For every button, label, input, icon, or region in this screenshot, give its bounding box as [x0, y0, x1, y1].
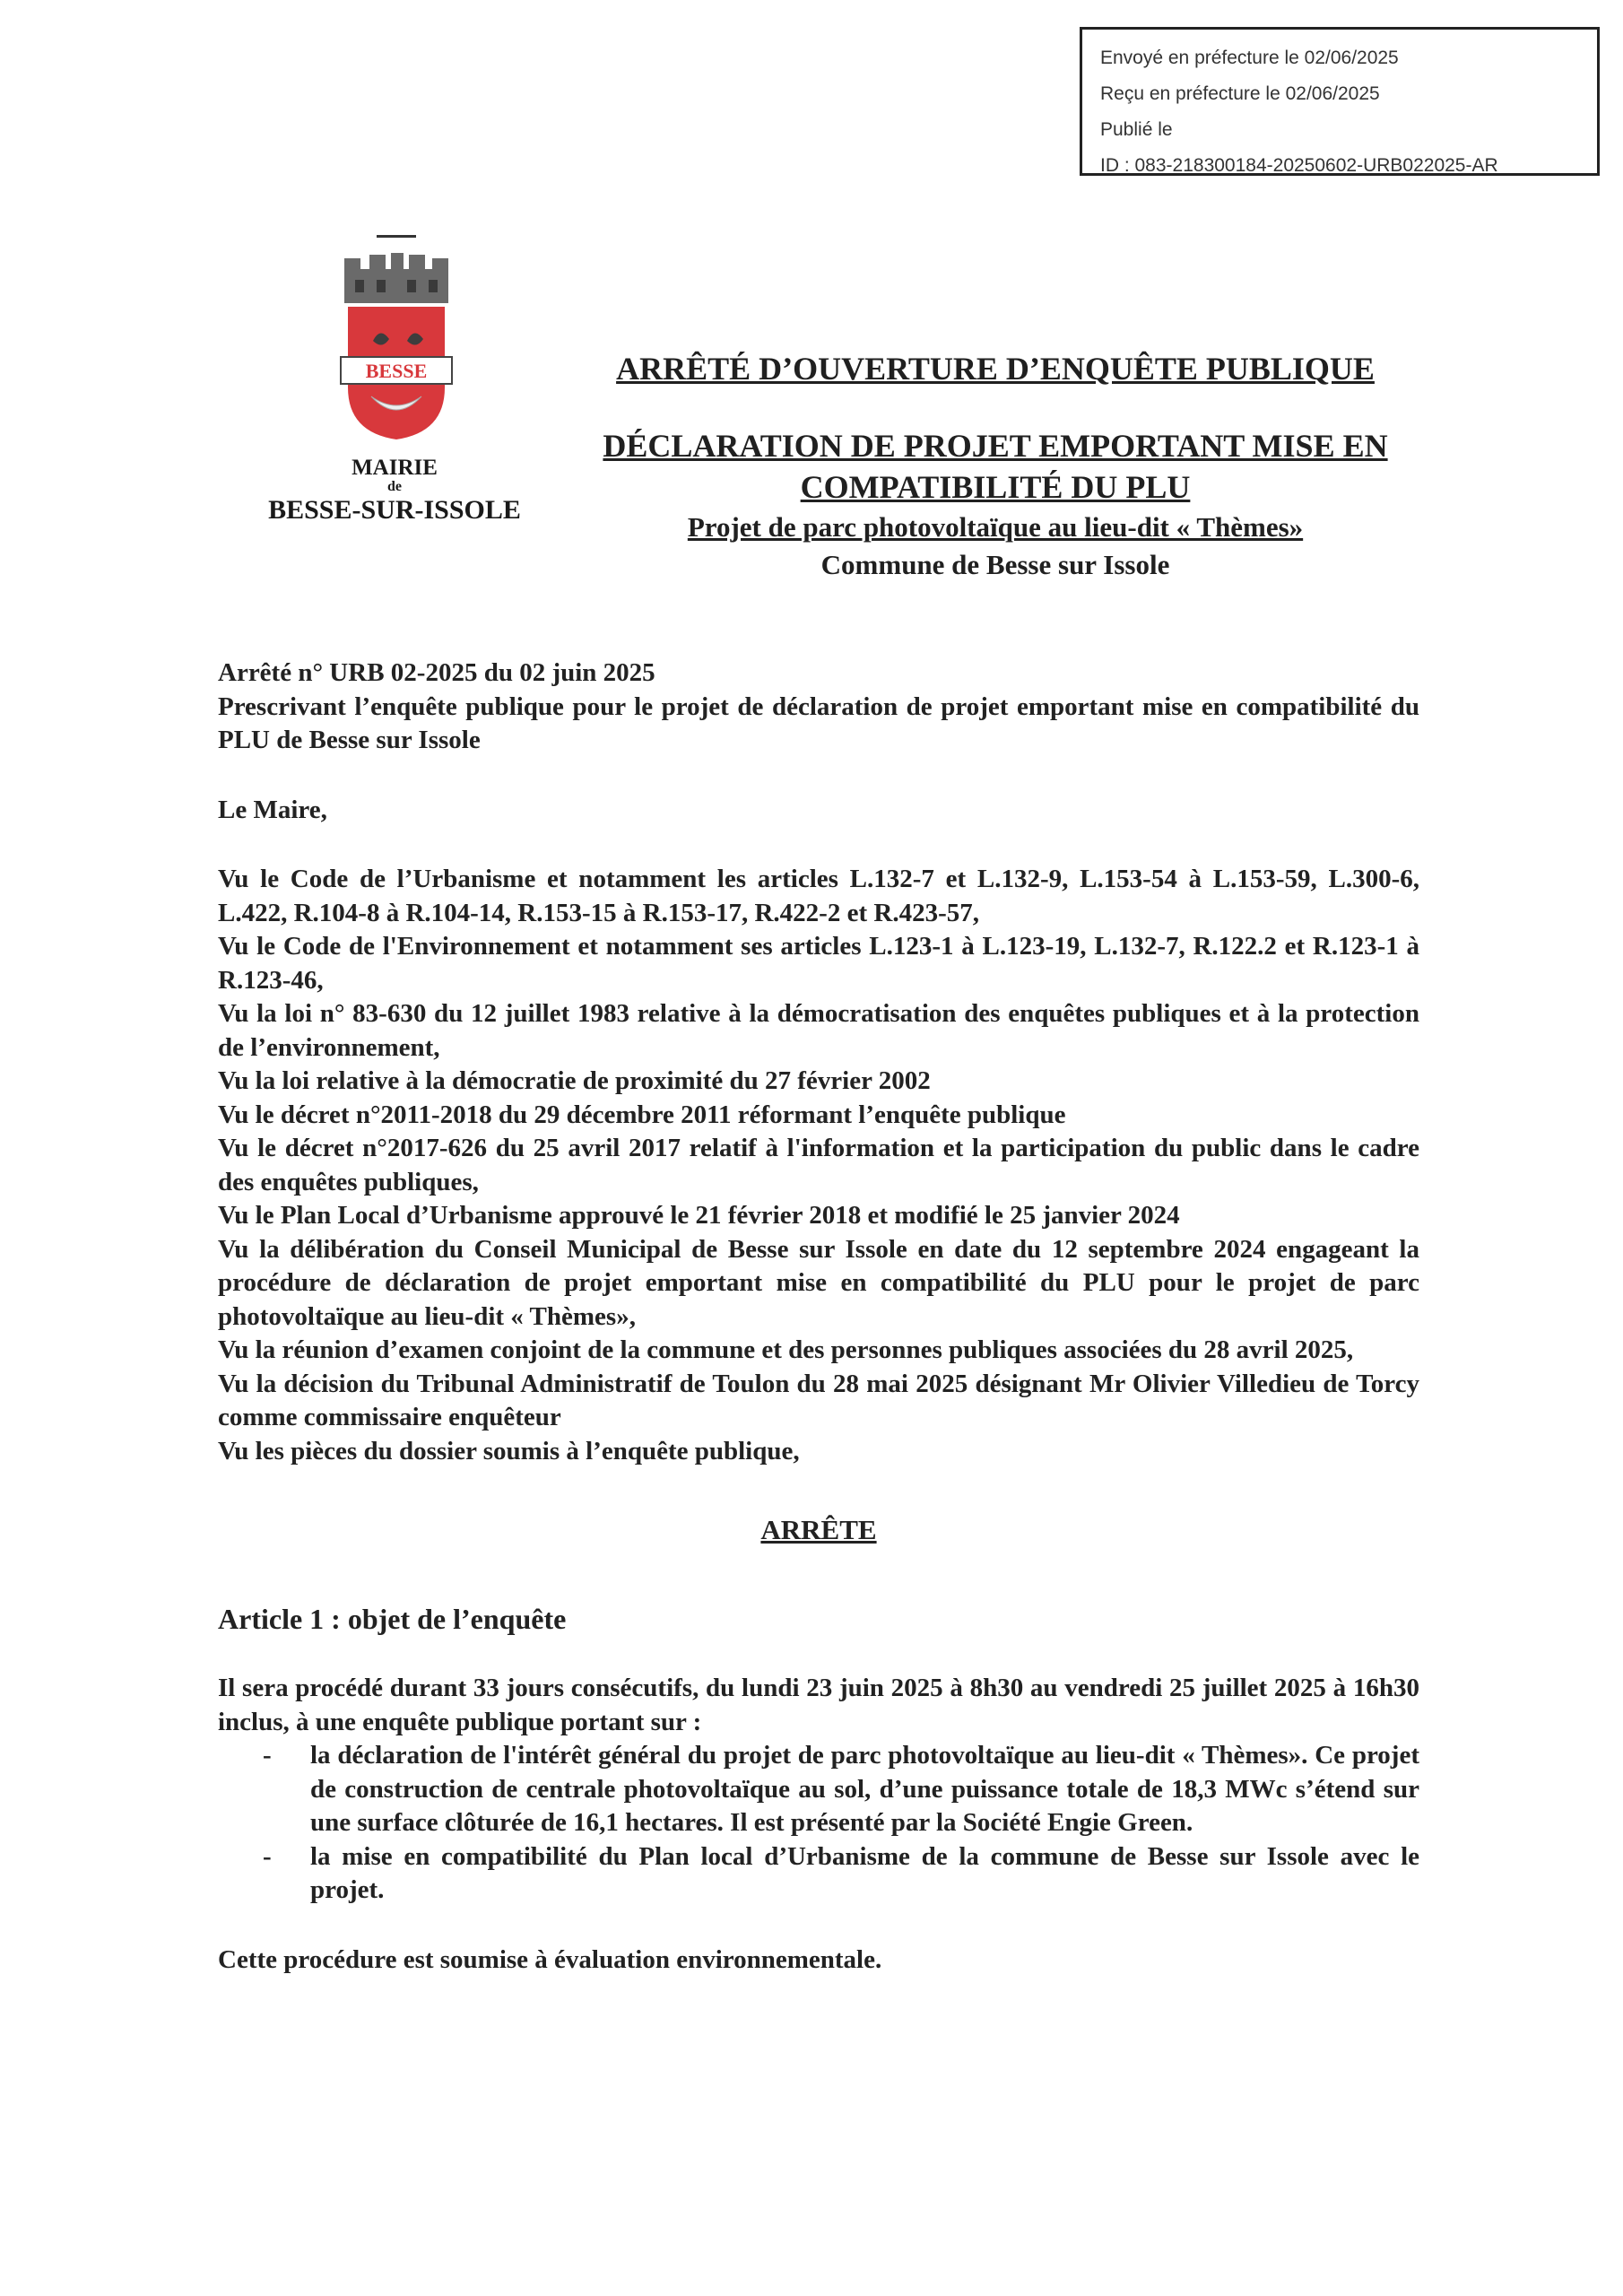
consideration: Vu les pièces du dossier soumis à l’enquête publique,: [218, 1436, 800, 1465]
consideration: Vu le décret n°2011-2018 du 29 décembre 2011 réformant l’enquête publique: [218, 1100, 1066, 1129]
logo-rule: [377, 235, 416, 238]
consideration: Vu le décret n°2017-626 du 25 avril 2017 relatif à l'information et la participation du public dans le cadre des enquêtes publiques,: [218, 1134, 1419, 1196]
stamp-envoye: Envoyé en préfecture le 02/06/2025: [1100, 48, 1399, 68]
commune-title: Commune de Besse sur Issole: [820, 549, 1170, 580]
project-title: Projet de parc photovoltaïque au lieu-dit « Thèmes»: [687, 511, 1304, 543]
document-titles: [592, 350, 1399, 583]
list-item: [218, 1739, 1419, 1840]
document-body: [218, 657, 1419, 1977]
article1-closing: Cette procédure est soumise à évaluation environnementale.: [218, 1944, 882, 1974]
mairie-label: MAIRIE: [352, 456, 438, 480]
decree-purpose: Prescrivant l’enquête publique pour le projet de déclaration de projet emportant mise en compatibilité du PLU de Besse sur Issole: [218, 691, 1419, 754]
subtitle-line2: COMPATIBILITÉ DU PLU: [800, 469, 1191, 505]
stamp-id: ID : 083-218300184-20250602-URB022025-AR: [1100, 155, 1498, 176]
consideration: Vu le Code de l’Urbanisme et notamment les articles L.132-7 et L.132-9, L.153-54 à L.153-59, L.300-6, L.422, R.104-8 à R.104-14, R.153-15 à R.153-17, R.422-2 et R.423-57,: [218, 865, 1419, 927]
subtitle-line1: DÉCLARATION DE PROJET EMPORTANT MISE EN: [603, 428, 1388, 464]
consideration: Vu la loi n° 83-630 du 12 juillet 1983 relative à la démocratisation des enquêtes publiques et à la protection de l’environnement,: [218, 999, 1419, 1062]
stamp-publie: Publié le: [1100, 119, 1173, 140]
dash-marker: -: [263, 1741, 272, 1770]
list-item-text: la mise en compatibilité du Plan local d’Urbanisme de la commune de Besse sur Issole avec le projet.: [310, 1841, 1419, 1904]
consideration: Vu la décision du Tribunal Administratif de Toulon du 28 mai 2025 désignant Mr Olivier Villedieu de Torcy comme commissaire enquêteur: [218, 1369, 1419, 1431]
consideration: Vu le Plan Local d’Urbanisme approuvé le 21 février 2018 et modifié le 25 janvier 2024: [218, 1201, 1180, 1230]
crest-banner-text: BESSE: [365, 360, 428, 382]
list-item-text: la déclaration de l'intérêt général du projet de parc photovoltaïque au lieu-dit « Thèmes». Ce projet de construction de centrale photovoltaïque au sol, d’une puissance totale de 18,3 MWc s’étend sur une surface clôturée de 16,1 hectares. Il est présenté par la Société Engie Green.: [310, 1741, 1419, 1837]
consideration: Vu la réunion d’examen conjoint de la commune et des personnes publiques associées du 28 avril 2025,: [218, 1335, 1354, 1364]
mairie-de: de: [387, 479, 402, 494]
decree-number: Arrêté n° URB 02-2025 du 02 juin 2025: [218, 658, 655, 687]
prefecture-stamp: [1080, 27, 1600, 176]
le-maire: Le Maire,: [218, 795, 327, 824]
list-item: [218, 1840, 1419, 1908]
consideration: Vu la délibération du Conseil Municipal de Besse sur Issole en date du 12 septembre 2024 engageant la procédure de déclaration de projet emportant mise en compatibilité du PLU pour le projet de parc photovoltaïque au lieu-dit « Thèmes»,: [218, 1234, 1419, 1331]
article1-list: [218, 1739, 1419, 1908]
consideration: Vu la loi relative à la démocratie de proximité du 27 février 2002: [218, 1066, 931, 1095]
arrete-heading: ARRÊTE: [760, 1514, 877, 1545]
mairie-block: [224, 456, 565, 526]
article1-title: Article 1 : objet de l’enquête: [218, 1602, 567, 1635]
main-title: ARRÊTÉ D’OUVERTURE D’ENQUÊTE PUBLIQUE: [616, 351, 1375, 387]
article1-intro: Il sera procédé durant 33 jours consécutifs, du lundi 23 juin 2025 à 8h30 au vendredi 25 juillet 2025 à 16h30 inclus, à une enquête publique portant sur :: [218, 1674, 1419, 1736]
consideration: Vu le Code de l'Environnement et notamment ses articles L.123-1 à L.123-19, L.132-7, R.122.2 et R.123-1 à R.123-46,: [218, 932, 1419, 995]
town-crest-logo: [335, 253, 457, 441]
dash-marker: -: [263, 1841, 272, 1871]
mairie-town: BESSE-SUR-ISSOLE: [268, 495, 521, 525]
stamp-recu: Reçu en préfecture le 02/06/2025: [1100, 83, 1380, 104]
